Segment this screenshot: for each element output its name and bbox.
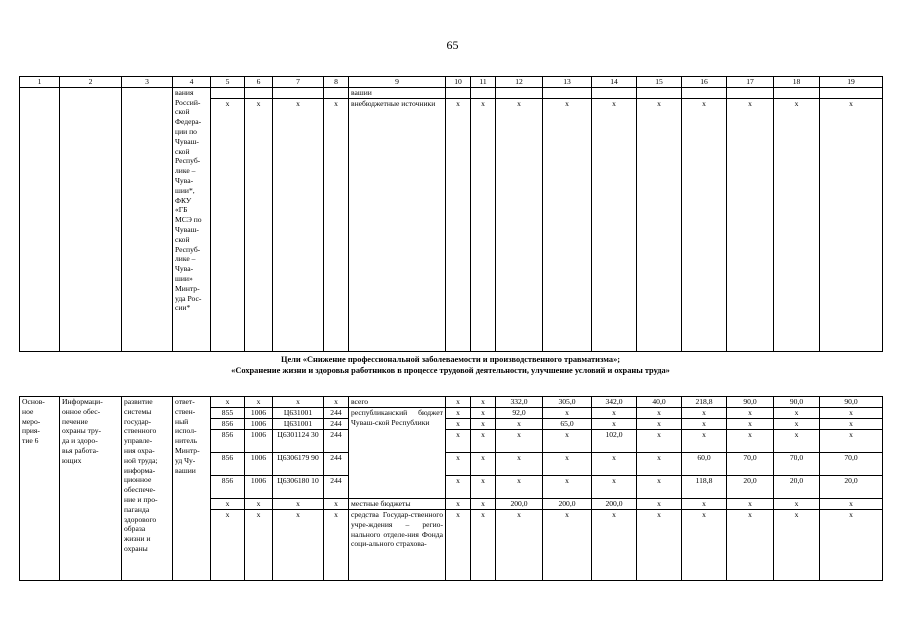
table-continuation [19, 76, 883, 352]
col-header: 16 [682, 77, 727, 88]
cell-empty [122, 87, 173, 351]
goal-heading [19, 354, 882, 376]
header-row [20, 77, 883, 88]
col-header: 12 [496, 77, 543, 88]
table-row [20, 87, 883, 98]
table-row: 855 1006 Ц631001 244 республиканский бюджет Чуваш-ской Республики x x 92,0 x x x x x x x [20, 408, 883, 419]
cell-measure-task: развитие системы государ- ственного управле- ния охра- ной труда; информа- ционное обеспече- ние и про- паганда здорового образа жизни и охраны [122, 397, 173, 581]
col-header: 5 [211, 77, 245, 88]
col-header: 6 [245, 77, 273, 88]
cell-source: средства Государ-ственного учре-ждения – регио-нального отделе-ния Фонда соци-ального страхова- [349, 510, 446, 581]
cell-source: внебюджетные источники [349, 98, 446, 351]
col-header: 1 [20, 77, 60, 88]
table-row: 856 1006 Ц6301124 30 244 x x x x 102,0 x x x x x [20, 430, 883, 453]
cell-source: вашии [349, 87, 446, 98]
col-header: 7 [273, 77, 324, 88]
col-header: 14 [592, 77, 637, 88]
col-header: 8 [324, 77, 349, 88]
col-header: 15 [637, 77, 682, 88]
table-row: x x x x местные бюджеты x x 200,0 200,0 200,0 x x x x x [20, 499, 883, 510]
col-header: 9 [349, 77, 446, 88]
table-row: x x x x средства Государ-ственного учре-ждения – регио-нального отделе-ния Фонда соци-ального страхова- x x x x x x x x x x [20, 510, 883, 581]
cell-measure-name: Информаци- онное обес- печение охраны тру- да и здоро- вья работа- ющих [60, 397, 122, 581]
cell-responsible: ответ- ствен- ный испол- нитель Минтр- уд Чу- вашии [173, 397, 211, 581]
table-measure-6 [19, 396, 883, 581]
goal-line-1: Цели «Снижение профессиональной заболеваемости и производственного травматизма»; [280, 355, 621, 364]
col-header: 19 [820, 77, 883, 88]
col-header: 13 [543, 77, 592, 88]
col-header: 10 [446, 77, 471, 88]
table-row: 856 1006 Ц6306179 90 244 x x x x x x 60,0 70,0 70,0 70,0 [20, 453, 883, 476]
cell-empty [20, 87, 60, 351]
cell-empty [60, 87, 122, 351]
col-header: 3 [122, 77, 173, 88]
col-header: 4 [173, 77, 211, 88]
table-row: 856 1006 Ц631001 244 x x x 65,0 x x x x x x [20, 419, 883, 430]
col-header: 2 [60, 77, 122, 88]
cell-source: всего [349, 397, 446, 408]
cell-source: республиканский бюджет Чуваш-ской Республики [349, 408, 446, 499]
col-header: 17 [727, 77, 774, 88]
table-row: 856 1006 Ц6306180 10 244 x x x x x x 118,8 20,0 20,0 20,0 [20, 476, 883, 499]
col-header: 11 [471, 77, 496, 88]
goal-line-2: «Сохранение жизни и здоровья работников в процессе трудовой деятельности, улучшение условий и охраны труда» [231, 366, 670, 375]
page-number: 65 [446, 38, 459, 52]
cell-measure: Основ- ное меро- прия- тие 6 [20, 397, 60, 581]
cell-responsible: вания Россий- ской Федера- ции по Чуваш- ской Респуб- лике – Чува- шии*, ФКУ «ГБ МСЭ по Чуваш- ской Респуб- лике – Чува- шии» Минтр- уда Рос- сии* [173, 87, 211, 351]
table-row: Основ- ное меро- прия- тие 6 Информаци- онное обес- печение охраны тру- да и здоро- вья работа- ющих развитие системы государ- ственного управле- ния охра- ной труда; информа- ционное обеспече- ние и про- паганда здорового образа жизни и охраны ответ- ствен- ный испол- нитель Минтр- уд Чу- вашии x x x x всего x x 332,0 305,0 342,0 40,0 218,8 90,0 90,0 90,0 [20, 397, 883, 408]
table-row: x x x x внебюджетные источники x x x x x x x x x x [20, 98, 883, 351]
col-header: 18 [774, 77, 820, 88]
cell-source: местные бюджеты [349, 499, 446, 510]
